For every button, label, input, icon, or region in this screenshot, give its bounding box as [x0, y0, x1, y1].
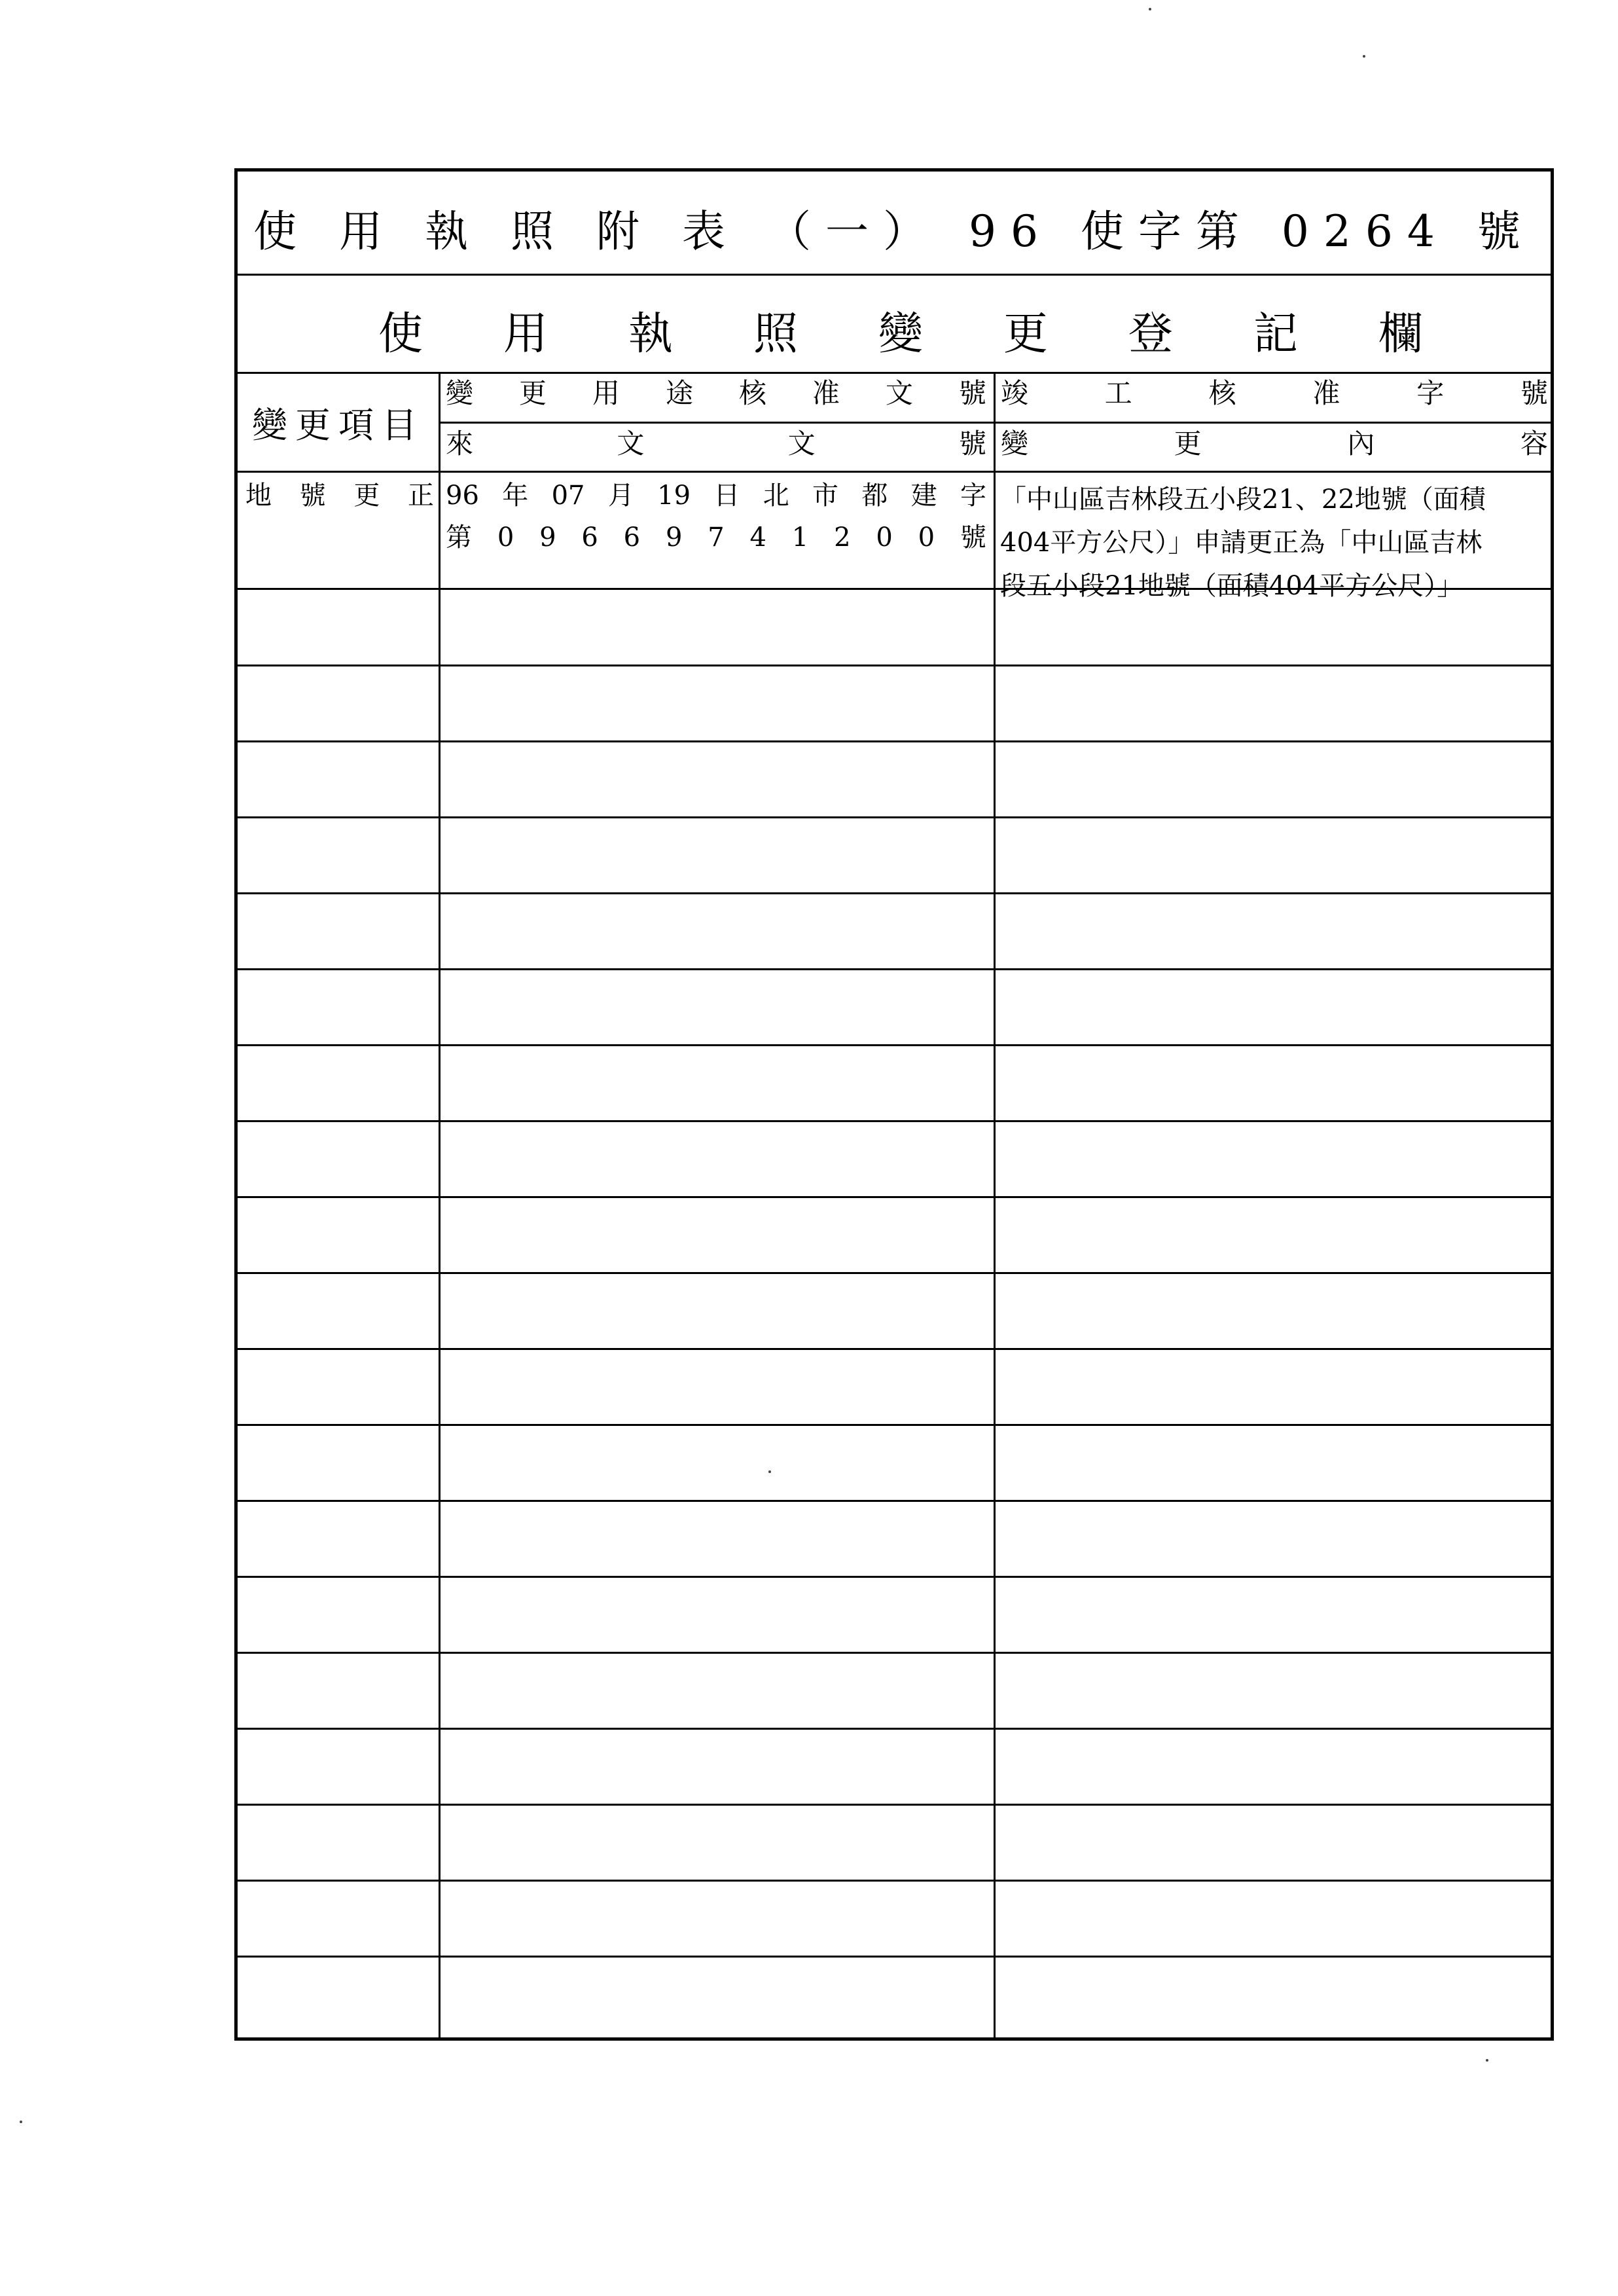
entry-char: 0 — [497, 522, 514, 553]
entry-char: 都 — [861, 481, 888, 511]
entry-char: 4 — [749, 522, 766, 553]
header-incoming-doc — [446, 430, 986, 458]
form-subtitle-row — [238, 274, 1551, 374]
row-line — [238, 1728, 1551, 1730]
entry-char: 7 — [708, 522, 725, 553]
entry-char: 日 — [713, 481, 740, 511]
header-char: 內 — [1347, 428, 1375, 460]
header-char: 工 — [1104, 377, 1132, 409]
row-line — [238, 1120, 1551, 1122]
row-line — [238, 588, 1551, 590]
content-line: 「中山區吉林段五小段21、22地號（面積 — [1000, 484, 1486, 515]
entry-char: 號 — [960, 522, 986, 553]
entry-char: 第 — [446, 522, 472, 553]
column-divider — [994, 372, 996, 2037]
subtitle-char: 執 — [628, 308, 673, 360]
header-char: 容 — [1520, 428, 1548, 460]
header-char: 准 — [812, 377, 840, 409]
entry-char: 9 — [665, 522, 683, 553]
entry-char: 9 — [539, 522, 556, 553]
row-line — [238, 1196, 1551, 1198]
entry-char: 6 — [623, 522, 641, 553]
row-line — [238, 665, 1551, 666]
subtitle-char: 更 — [1003, 308, 1048, 360]
header-char: 用 — [592, 377, 620, 409]
header-use-approval — [446, 377, 986, 409]
entry-char: 北 — [763, 481, 789, 511]
header-char: 核 — [1208, 377, 1236, 409]
entry-char: 字 — [960, 481, 986, 511]
row-line — [238, 1500, 1551, 1502]
entry-char: 號 — [299, 481, 326, 511]
entry-char: 0 — [876, 522, 893, 553]
header-char: 更 — [1174, 428, 1202, 460]
header-char: 竣 — [1001, 377, 1029, 409]
entry-char: 月 — [607, 481, 634, 511]
subtitle-char: 欄 — [1378, 308, 1423, 360]
entry-char: 6 — [581, 522, 598, 553]
row-line — [238, 1044, 1551, 1046]
scan-speck — [20, 2121, 22, 2123]
form-title: 使 用 執 照 附 表 （一） 96 使字第 0264 號 — [253, 206, 1535, 257]
subtitle-char: 登 — [1128, 308, 1173, 360]
entry-char: 更 — [353, 481, 380, 511]
header-char: 核 — [738, 377, 766, 409]
header-change-item: 變更項目 — [252, 404, 425, 446]
entry-char: 正 — [407, 481, 434, 511]
content-line: 段五小段21地號（面積404平方公尺）」 — [1000, 571, 1464, 601]
entry-char: 0 — [918, 522, 935, 553]
entry-char: 19 — [657, 481, 691, 511]
header-char: 准 — [1312, 377, 1340, 409]
entry-char: 市 — [812, 481, 839, 511]
header-char: 變 — [1001, 428, 1029, 460]
entry-char: 2 — [834, 522, 851, 553]
header-bottom-line — [238, 471, 1551, 473]
header-char: 號 — [958, 428, 986, 460]
header-char: 更 — [518, 377, 547, 409]
entry-item — [245, 483, 434, 509]
header-char: 變 — [446, 377, 474, 409]
license-change-form — [234, 168, 1554, 2041]
entry-char: 地 — [245, 481, 272, 511]
entry-char: 96 — [446, 481, 479, 511]
header-char: 字 — [1416, 377, 1445, 409]
row-line — [238, 968, 1551, 970]
row-line — [238, 1652, 1551, 1654]
form-subtitle — [378, 299, 1423, 362]
header-split-line — [439, 422, 1551, 424]
scan-speck — [1363, 55, 1365, 58]
entry-doc-line-2 — [446, 524, 986, 551]
subtitle-char: 變 — [878, 308, 923, 360]
row-line — [238, 892, 1551, 894]
row-line — [238, 1576, 1551, 1578]
header-completion-approval — [1001, 377, 1548, 409]
entry-char: 建 — [910, 481, 937, 511]
entry-doc-line-1 — [446, 483, 986, 509]
entry-char: 1 — [791, 522, 809, 553]
row-line — [238, 1348, 1551, 1350]
header-char: 文 — [787, 428, 816, 460]
entry-char: 年 — [502, 481, 529, 511]
subtitle-char: 記 — [1253, 308, 1298, 360]
scan-speck — [768, 1470, 771, 1473]
row-line — [238, 816, 1551, 818]
row-line — [238, 1880, 1551, 1882]
scan-speck — [1486, 2059, 1488, 2062]
header-char: 文 — [885, 377, 913, 409]
column-divider — [439, 372, 440, 2037]
scan-speck — [1149, 8, 1151, 10]
header-char: 號 — [958, 377, 986, 409]
form-title-row — [238, 172, 1551, 276]
row-line — [238, 1272, 1551, 1274]
header-change-content — [1001, 430, 1548, 458]
header-char: 文 — [617, 428, 645, 460]
header-char: 途 — [665, 377, 693, 409]
subtitle-char: 用 — [503, 308, 548, 360]
row-line — [238, 1424, 1551, 1426]
subtitle-char: 使 — [378, 308, 423, 360]
content-line: 404平方公尺）」申請更正為「中山區吉林 — [1000, 528, 1483, 558]
row-line — [238, 1804, 1551, 1806]
header-char: 來 — [446, 428, 474, 460]
subtitle-char: 照 — [753, 308, 798, 360]
row-line — [238, 1956, 1551, 1958]
entry-char: 07 — [551, 481, 585, 511]
row-line — [238, 740, 1551, 742]
header-char: 號 — [1520, 377, 1548, 409]
